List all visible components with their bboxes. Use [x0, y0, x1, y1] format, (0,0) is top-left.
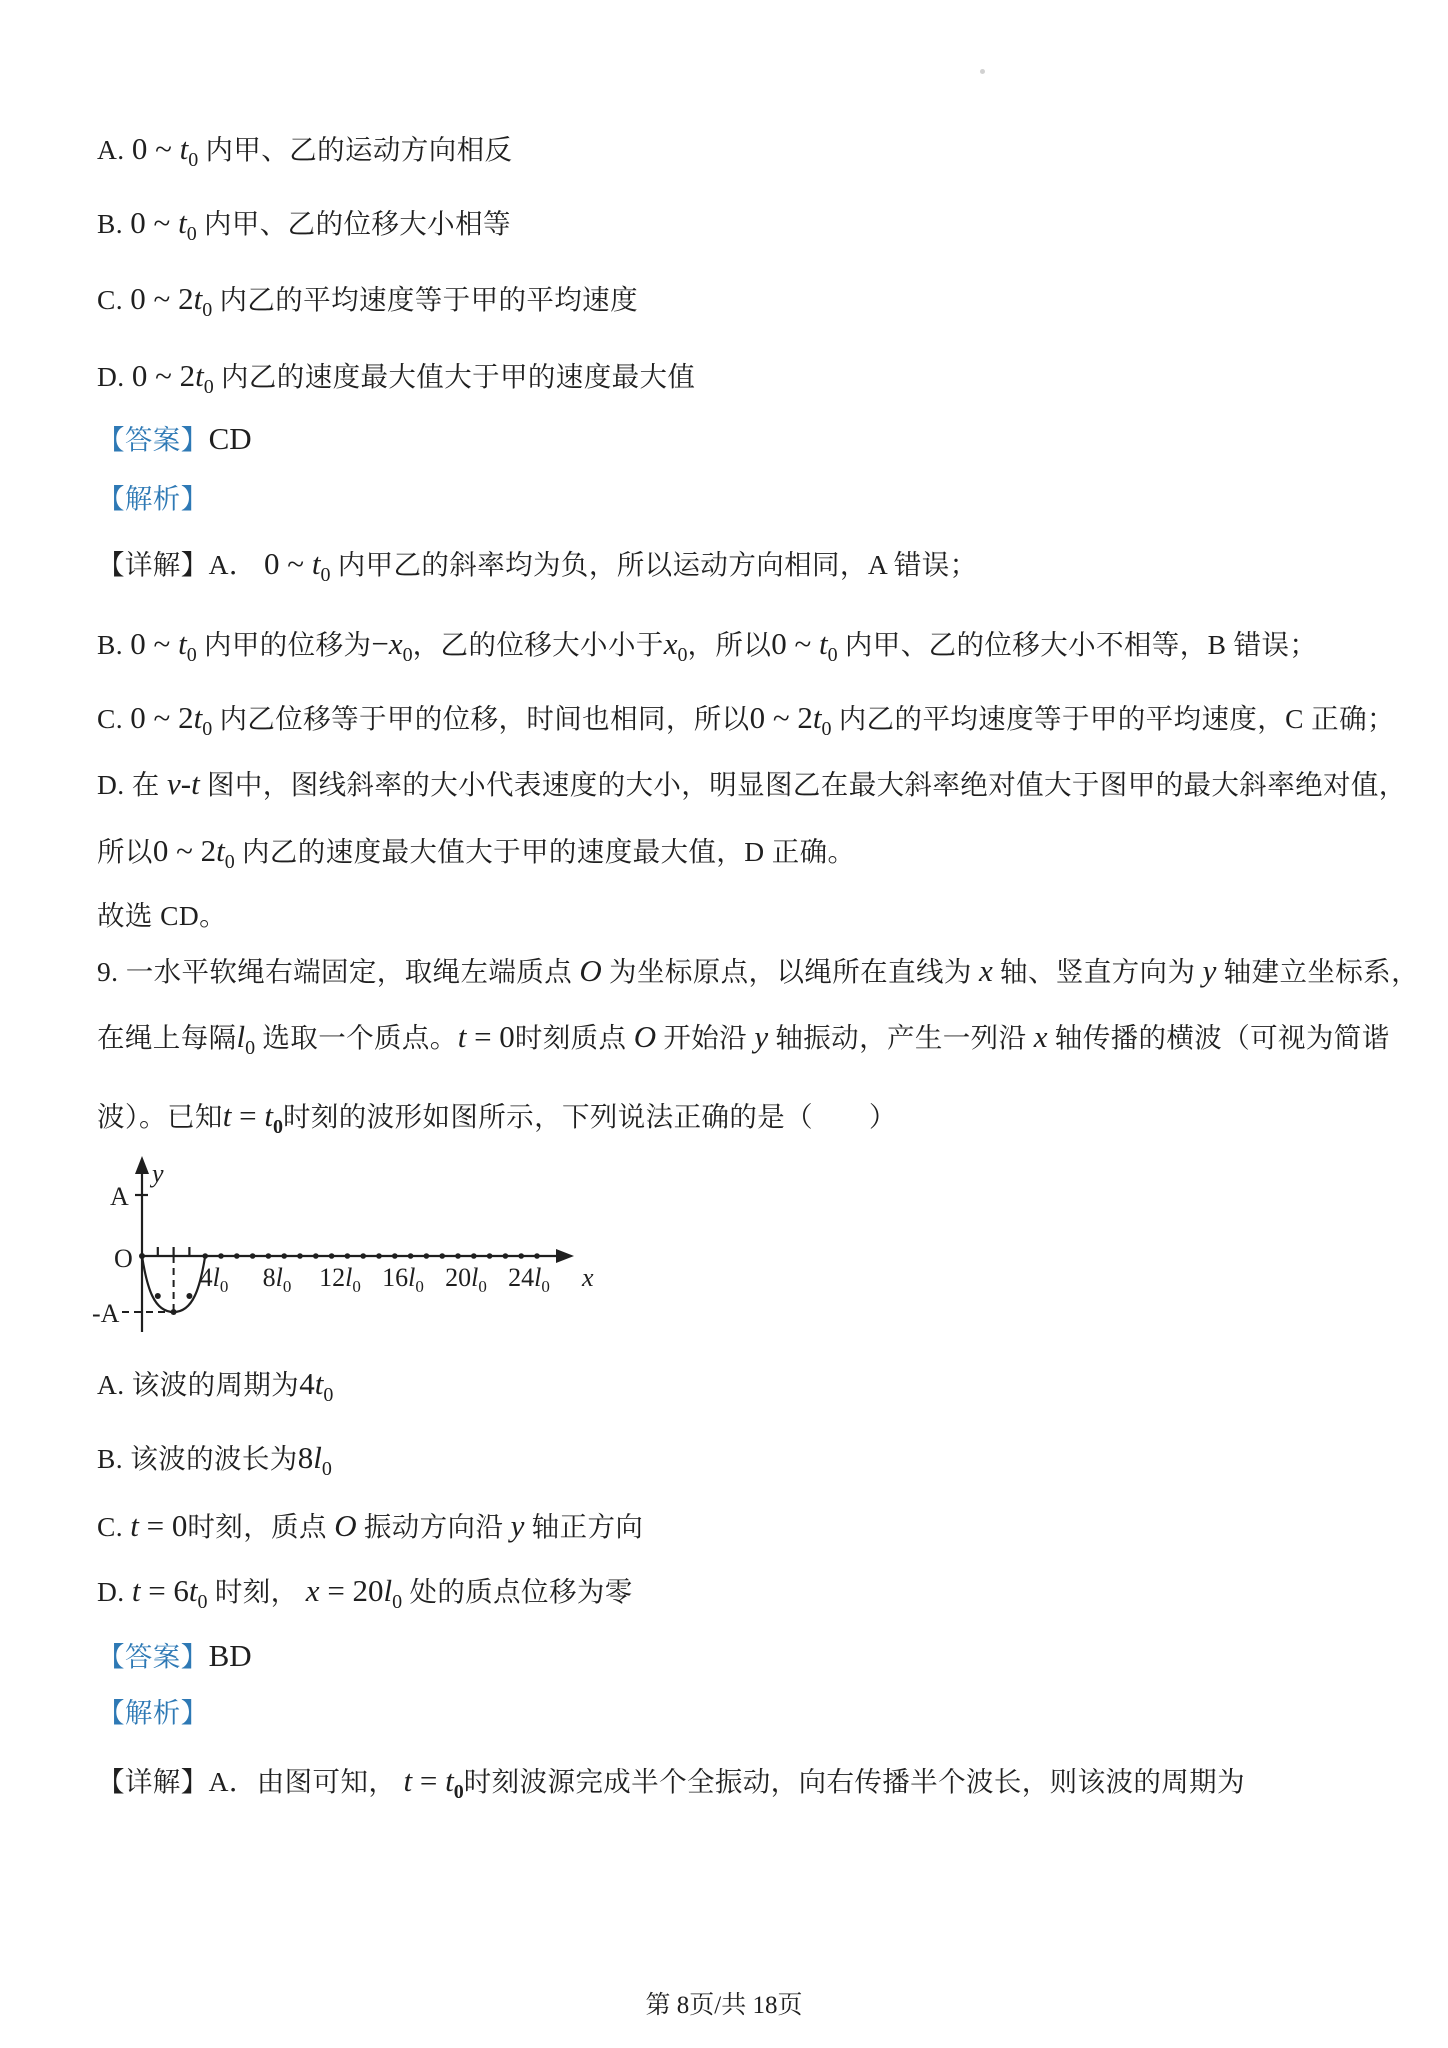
- x-axis-label: x: [582, 1263, 594, 1292]
- q8-analysis-label: 【解析】: [97, 483, 209, 514]
- particle-dot: [455, 1253, 461, 1259]
- particle-dot: [503, 1253, 509, 1259]
- q9-option-a: A. 该波的周期为$4t_0$: [97, 1366, 334, 1406]
- particle-dot: [439, 1253, 445, 1259]
- q9-stem-line1: 9. 一水平软绳右端固定，取绳左端质点 O 为坐标原点，以绳所在直线为 x 轴、竖直方向为 y 轴建立坐标系，: [97, 953, 1419, 988]
- q8-detail-b: B. 0 ~ $t_0$ 内甲的位移为$-x_0$，乙的位移大小小于$x_0$，所以0 ~ $t_0$ 内甲、乙的位移大小不相等，B 错误；: [97, 626, 1318, 666]
- particle-dot: [376, 1253, 382, 1259]
- x-tick-label-16l0: $16l_0$: [382, 1263, 424, 1296]
- x-axis-arrow-icon: [556, 1249, 574, 1263]
- particle-dot: [360, 1253, 366, 1259]
- q9-answer: 【答案】BD: [97, 1638, 252, 1673]
- q8-detail-d-line2: 所以0 ~ $2t_0$ 内乙的速度最大值大于甲的速度最大值，D 正确。: [97, 833, 856, 873]
- particle-dot: [471, 1253, 477, 1259]
- particle-dot: [345, 1253, 351, 1259]
- q9-detail-a: 【详解】A．由图可知， $t = t_0$时刻波源完成半个全振动，向右传播半个波长，则该波的周期为: [97, 1763, 1245, 1803]
- q9-stem-line2: 在绳上每隔$l_0$ 选取一个质点。t = 0时刻质点 O 开始沿 y 轴振动，产生一列沿 x 轴传播的横波（可视为简谐: [97, 1019, 1390, 1059]
- x-tick-label-20l0: $20l_0$: [445, 1263, 487, 1296]
- particle-dot: [234, 1253, 240, 1259]
- particle-dot: [487, 1253, 493, 1259]
- page-footer: 第 8页/共 18页: [645, 1992, 803, 2019]
- curve-particle-dot: [155, 1293, 161, 1299]
- curve-particle-dot: [186, 1293, 192, 1299]
- particle-dot: [281, 1253, 287, 1259]
- particle-dot: [392, 1253, 398, 1259]
- q8-option-b: B. 0 ~ $t_0$ 内甲、乙的位移大小相等: [97, 205, 511, 245]
- y-axis-arrow-icon: [135, 1156, 149, 1174]
- print-speck-artifact: [980, 69, 985, 74]
- q8-detail-d-line1: D. 在 v-t 图中，图线斜率的大小代表速度的大小，明显图乙在最大斜率绝对值大于图甲的最大斜率绝对值，: [97, 766, 1407, 801]
- q9-stem-line3: 波）。已知$t = t_0$时刻的波形如图所示，下列说法正确的是（ ）: [97, 1098, 897, 1138]
- particle-dot: [534, 1253, 540, 1259]
- q9-option-c: C. t = 0时刻，质点 O 振动方向沿 y 轴正方向: [97, 1508, 644, 1543]
- x-tick-label-24l0: $24l_0$: [508, 1263, 550, 1296]
- q9-option-d: D. $t = 6t_0$ 时刻， $x = 20l_0$ 处的质点位移为零: [97, 1573, 633, 1613]
- amp-bottom-label: -A: [92, 1299, 120, 1328]
- wave-diagram: [90, 1152, 690, 1357]
- y-axis-label: y: [152, 1159, 164, 1188]
- particle-dot: [266, 1253, 272, 1259]
- q8-detail-a: 【详解】A． 0 ~ $t_0$ 内甲乙的斜率均为负，所以运动方向相同，A 错误；: [97, 546, 978, 586]
- particle-dot: [250, 1253, 256, 1259]
- particle-dot: [424, 1253, 430, 1259]
- particle-dot: [297, 1253, 303, 1259]
- x-tick-label-8l0: $8l_0$: [262, 1263, 292, 1296]
- q8-detail-c: C. 0 ~ $2t_0$ 内乙位移等于甲的位移，时间也相同，所以0 ~ $2t_0$ 内乙的平均速度等于甲的平均速度，C 正确；: [97, 700, 1395, 740]
- q8-option-d: D. 0 ~ $2t_0$ 内乙的速度最大值大于甲的速度最大值: [97, 358, 696, 398]
- q9-option-b: B. 该波的波长为$8l_0$: [97, 1440, 332, 1480]
- q8-conclusion: 故选 CD。: [97, 900, 227, 931]
- x-tick-label-12l0: $12l_0$: [319, 1263, 361, 1296]
- q9-analysis-label: 【解析】: [97, 1697, 209, 1728]
- particle-dot: [218, 1253, 224, 1259]
- origin-label: O: [114, 1244, 133, 1273]
- q8-option-a: A. 0 ~ $t_0$ 内甲、乙的运动方向相反: [97, 131, 513, 171]
- particle-dot: [518, 1253, 524, 1259]
- particle-dot: [329, 1253, 335, 1259]
- particle-dot: [313, 1253, 319, 1259]
- q8-answer: 【答案】CD: [97, 421, 252, 456]
- amp-top-label: A: [110, 1182, 129, 1211]
- q8-option-c: C. 0 ~ $2t_0$ 内乙的平均速度等于甲的平均速度: [97, 281, 638, 321]
- particle-dot: [408, 1253, 414, 1259]
- x-tick-label-4l0: $4l_0$: [199, 1263, 229, 1296]
